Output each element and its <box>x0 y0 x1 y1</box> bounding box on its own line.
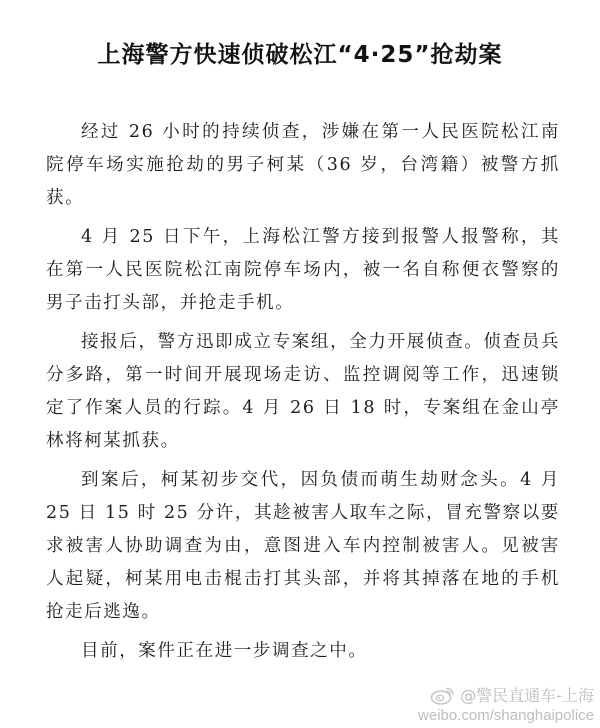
paragraph-3: 接报后，警方迅即成立专案组，全力开展侦查。侦查员兵分多路，第一时间开展现场走访、监控调阅等工作，迅速锁定了作案人员的行踪。4 月 26 日 18 时，专案组在金山亭林将柯某抓获。 <box>46 332 560 451</box>
paragraph-1: 经过 26 小时的持续侦查，涉嫌在第一人民医院松江南院停车场实施抢劫的男子柯某（36 岁，台湾籍）被警方抓获。 <box>46 122 560 208</box>
document-title: 上海警方快速侦破松江“4·25”抢劫案 <box>97 42 503 68</box>
paragraph-4: 到案后，柯某初步交代，因负债而萌生劫财念头。4 月 25 日 15 时 25 分许，其趁被害人取车之际，冒充警察以要求被害人协助调查为由，意图进入车内控制被害人。见被害人起疑，柯某用电击棍击打其头部，并将其掉落在地的手机抢走后逃逸。 <box>46 470 560 622</box>
document-body <box>46 116 560 674</box>
weibo-handle: @警民直通车-上海 <box>460 686 594 705</box>
weibo-watermark <box>418 683 594 724</box>
weibo-logo-icon <box>430 685 456 705</box>
paragraph-2: 4 月 25 日下午，上海松江警方接到报警人报警称，其在第一人民医院松江南院停车场内，被一名自称便衣警察的男子击打头部，并抢走手机。 <box>46 227 560 313</box>
paragraph-5: 目前，案件正在进一步调查之中。 <box>81 641 368 661</box>
weibo-url: weibo.com/shanghaipolice <box>418 707 594 724</box>
